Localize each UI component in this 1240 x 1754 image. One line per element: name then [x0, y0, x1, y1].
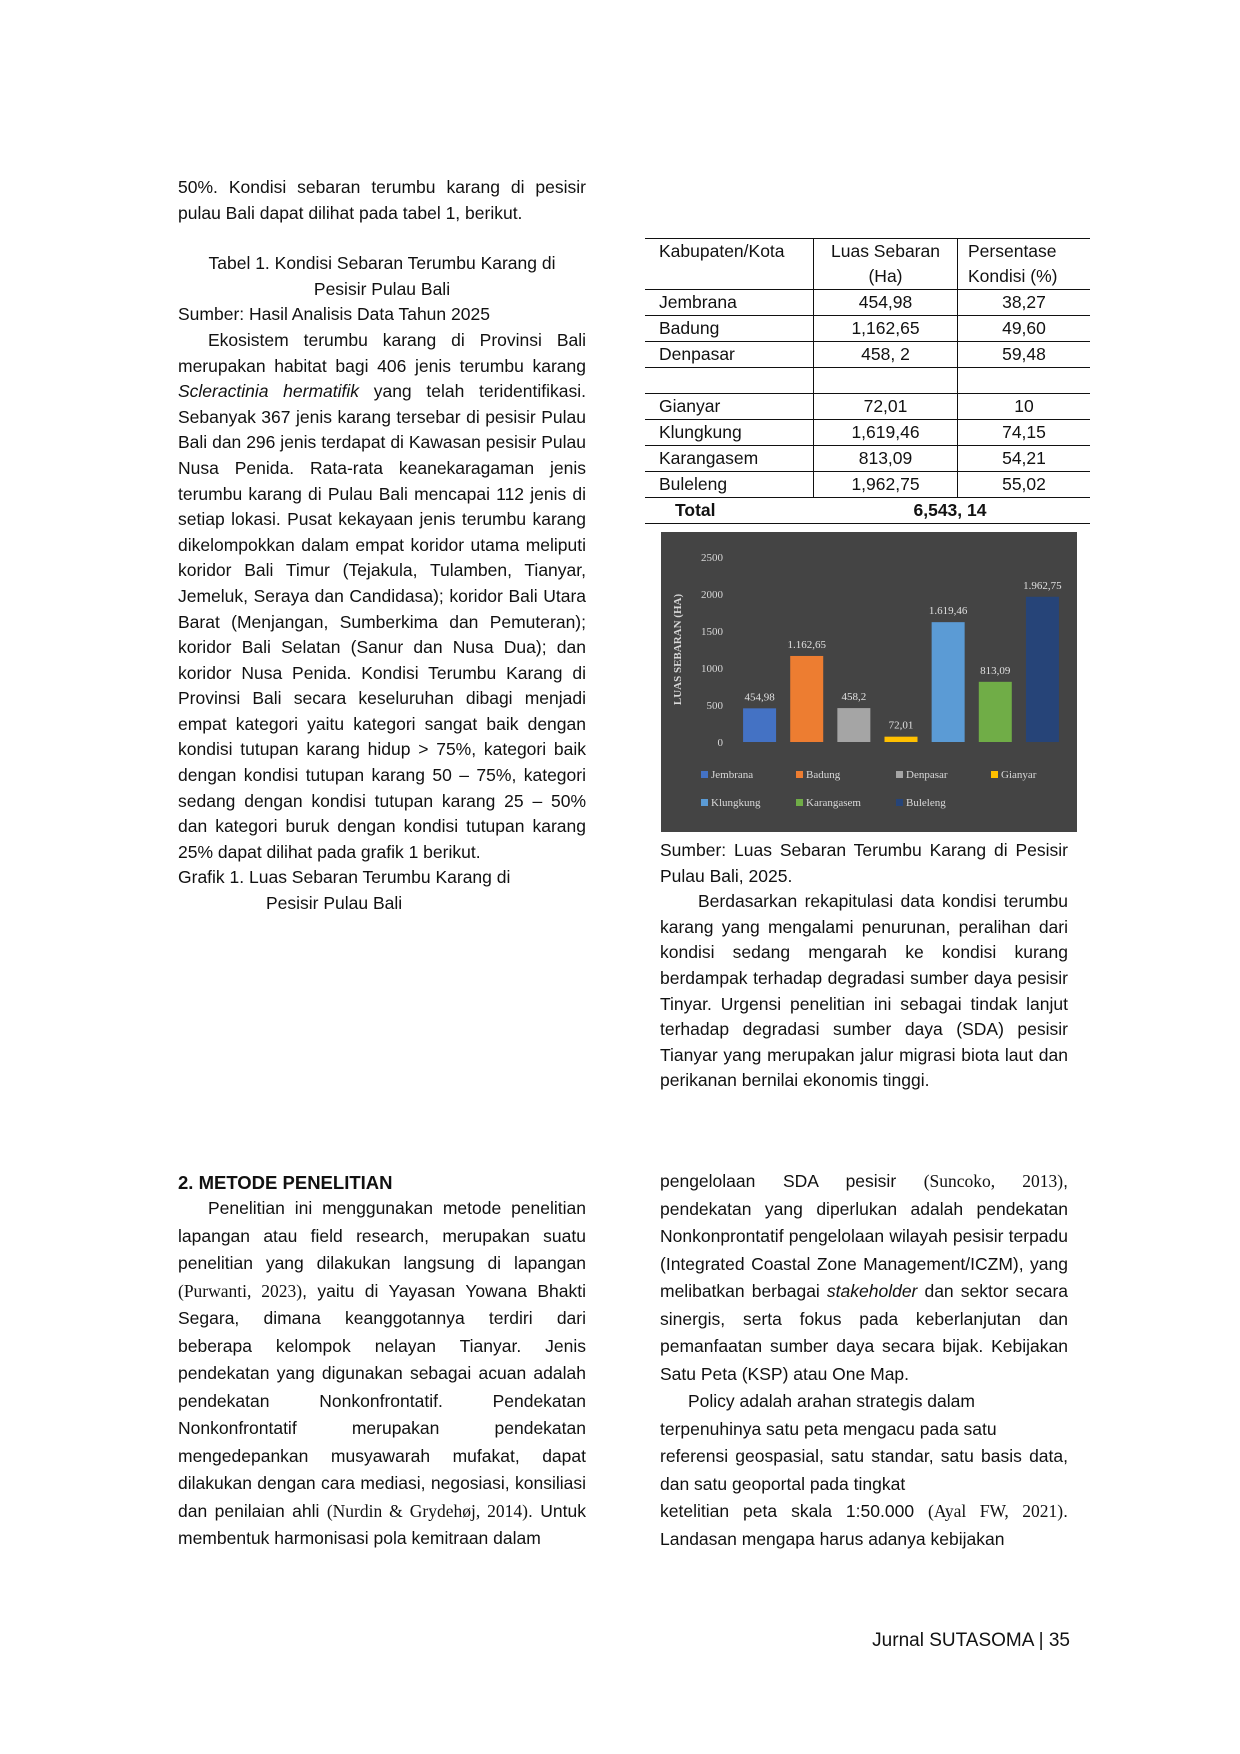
- bar-buleleng: [1026, 597, 1059, 742]
- table-row: [645, 472, 1090, 498]
- data-label-badung: 1.162,65: [787, 638, 826, 651]
- cell-name: Jembrana: [645, 290, 814, 316]
- figure-caption-line2: Pesisir Pulau Bali: [266, 893, 403, 914]
- cell-persen: [958, 368, 1091, 394]
- legend-swatch-badung: [796, 771, 803, 778]
- legend-label-denpasar: Denpasar: [906, 769, 948, 781]
- table-row: [645, 342, 1090, 368]
- y-tick-label: 2000: [701, 589, 723, 601]
- method-paragraph: [178, 1195, 586, 1553]
- header-luas-line1: Luas Sebaran: [831, 241, 940, 261]
- table-row: [645, 446, 1090, 472]
- figure-caption-line1: Grafik 1. Luas Sebaran Terumbu Karang di: [178, 867, 511, 888]
- data-table: [645, 238, 1090, 524]
- ecosystem-text-a: Ekosistem terumbu karang di Provinsi Bali merupakan habitat bagi 406 jenis terumbu karang: [178, 329, 586, 376]
- table-caption-line2: Pesisir Pulau Bali: [313, 278, 451, 299]
- y-tick-label: 2500: [701, 552, 723, 564]
- chart-svg: [661, 532, 1077, 832]
- legend-label-klungkung: Klungkung: [711, 797, 761, 809]
- policy-line1: Policy adalah arahan strategis dalam: [688, 1391, 975, 1411]
- policy-line2: terpenuhinya satu peta mengacu pada satu: [660, 1418, 997, 1439]
- coral-distribution-table: [645, 238, 1090, 524]
- legend-swatch-buleleng: [896, 799, 903, 806]
- section-heading: 2. METODE PENELITIAN: [178, 1172, 393, 1193]
- bar-jembrana: [743, 708, 776, 742]
- cell-luas: 1,619,46: [814, 420, 958, 446]
- cell-name: [645, 368, 814, 394]
- y-tick-label: 0: [717, 737, 723, 749]
- left-column-upper: [178, 175, 586, 917]
- legend-swatch-jembrana: [701, 771, 708, 778]
- header-kabupaten: Kabupaten/Kota: [645, 239, 814, 290]
- bar-gianyar: [885, 737, 918, 742]
- bar-badung: [790, 656, 823, 742]
- page-footer: Jurnal SUTASOMA | 35: [872, 1630, 1070, 1651]
- policy-line4: [660, 1498, 1068, 1553]
- cell-luas: 1,962,75: [814, 472, 958, 498]
- recap-paragraph: Berdasarkan rekapitulasi data kondisi terumbu karang yang mengalami penurunan, peralihan dari kondisi sedang mengarah ke kondisi kurang berdampak terhadap degradasi sumber daya pesisir Tinyar. Urgensi penelitian ini sebagai tindak lanjut terhadap degradasi sumber daya (SDA) pesisir Tianyar yang merupakan jalur migrasi biota laut dan perikanan bernilai ekonomis tinggi.: [660, 891, 1068, 1091]
- table-row: [645, 290, 1090, 316]
- cell-persen: 74,15: [958, 420, 1091, 446]
- y-tick-label: 1000: [701, 663, 723, 675]
- bar-denpasar: [837, 708, 870, 742]
- cell-luas: 454,98: [814, 290, 958, 316]
- bar-klungkung: [932, 622, 965, 742]
- cell-luas: 458, 2: [814, 342, 958, 368]
- cell-name: Buleleng: [645, 472, 814, 498]
- management-text-c: dan sektor secara sinergis, serta fokus pada keberlanjutan dan pemanfaatan sumber daya secara bijak. Kebijakan Satu Peta (KSP) atau One Map.: [660, 1281, 1069, 1384]
- table-caption-line1: Tabel 1. Kondisi Sebaran Terumbu Karang di: [208, 253, 556, 274]
- stakeholder-term: stakeholder: [826, 1281, 918, 1301]
- cell-persen: 54,21: [958, 446, 1091, 472]
- intro-paragraph: 50%. Kondisi sebaran terumbu karang di pesisir pulau Bali dapat dilihat pada tabel 1, berikut.: [178, 177, 586, 223]
- citation-purwanti: (Purwanti, 2023): [178, 1280, 303, 1301]
- legend-label-karangasem: Karangasem: [806, 797, 861, 809]
- chart-source: Sumber: Luas Sebaran Terumbu Karang di Pesisir Pulau Bali, 2025.: [660, 840, 1068, 886]
- total-label: Total: [645, 498, 814, 524]
- cell-persen: 10: [958, 394, 1091, 420]
- citation-nurdin: (Nurdin & Grydehøj, 2014): [326, 1500, 528, 1521]
- legend-swatch-denpasar: [896, 771, 903, 778]
- left-column-lower: [178, 1170, 586, 1553]
- table-header-row: [645, 239, 1090, 290]
- management-text-b: , pendekatan yang diperlukan adalah pendekatan Nonkonprontatif pengelolaan wilayah pesisir terpadu (Integrated Coastal Zone Management/ICZM), yang melibatkan berbagai: [660, 1171, 1068, 1301]
- ecosystem-paragraph: [178, 328, 586, 865]
- method-text-c: . Untuk membentuk harmonisasi pola kemitraan dalam: [178, 1500, 586, 1548]
- legend-label-buleleng: Buleleng: [906, 797, 946, 809]
- table-row: [645, 316, 1090, 342]
- header-persentase: [958, 239, 1091, 290]
- cell-name: Gianyar: [645, 394, 814, 420]
- citation-suncoko: (Suncoko, 2013): [923, 1171, 1064, 1191]
- data-label-buleleng: 1.962,75: [1023, 579, 1062, 592]
- data-label-karangasem: 813,09: [980, 664, 1011, 677]
- bar-karangasem: [979, 682, 1012, 742]
- legend-swatch-gianyar: [991, 771, 998, 778]
- header-persentase-line1: Persentase: [968, 241, 1057, 261]
- legend-label-jembrana: Jembrana: [711, 769, 754, 781]
- management-text-a: pengelolaan SDA pesisir: [660, 1171, 924, 1191]
- cell-luas: 813,09: [814, 446, 958, 472]
- y-tick-label: 1500: [701, 626, 723, 638]
- cell-name: Karangasem: [645, 446, 814, 472]
- management-paragraph: [660, 1168, 1068, 1388]
- header-persentase-line2: Kondisi (%): [968, 266, 1058, 286]
- table-row: [645, 394, 1090, 420]
- table-row: [645, 420, 1090, 446]
- legend-swatch-karangasem: [796, 799, 803, 806]
- data-label-klungkung: 1.619,46: [928, 605, 968, 618]
- cell-name: Denpasar: [645, 342, 814, 368]
- table-total-row: [645, 498, 1090, 524]
- legend-swatch-klungkung: [701, 799, 708, 806]
- header-luas: [814, 239, 958, 290]
- policy-text-e: . Landasan mengapa harus adanya kebijakan: [660, 1501, 1068, 1549]
- citation-ayal: (Ayal FW, 2021): [928, 1501, 1064, 1521]
- cell-persen: 55,02: [958, 472, 1091, 498]
- legend-label-gianyar: Gianyar: [1001, 769, 1037, 781]
- data-label-gianyar: 72,01: [888, 719, 914, 732]
- method-text-b: , yaitu di Yayasan Yowana Bhakti Segara, dimana keanggotannya terdiri dari beberapa kelompok nelayan Tianyar. Jenis pendekatan yang digunakan sebagai acuan adalah pendekatan Nonkonfrontatif. Pendekatan Nonkonfrontatif merupakan pendekatan mengedepankan musyawarah mufakat, dapat dilakukan dengan cara mediasi, negosiasi, konsiliasi dan penilaian ahli: [178, 1280, 586, 1521]
- cell-luas: 72,01: [814, 394, 958, 420]
- header-luas-line2: (Ha): [868, 266, 903, 286]
- ecosystem-text-b: yang telah teridentifikasi. Sebanyak 367 jenis karang tersebar di pesisir Pulau Bali dan 296 jenis terdapat di Kawasan pesisir Pulau Nusa Penida. Rata-rata keanekaragaman jenis terumbu karang di Pulau Bali mencapai 112 jenis di setiap lokasi. Pusat kekayaan jenis terumbu karang dikelompokkan dalam empat koridor utama meliputi koridor Bali Timur (Tejakula, Tulamben, Tianyar, Jemeluk, Seraya dan Candidasa); koridor Bali Utara Barat (Menjangan, Sumberkima dan Pemuteran); koridor Bali Selatan (Sanur dan Nusa Dua); dan koridor Nusa Penida. Kondisi Terumbu Karang di Provinsi Bali secara keseluruhan dibagi menjadi empat kategori yaitu kategori sangat baik dengan kondisi tutupan karang hidup > 75%, kategori baik dengan kondisi tutupan karang 50 – 75%, kategori sedang dengan kondisi tutupan karang 25 – 50% dan kategori buruk dengan kondisi tutupan karang 25% dapat dilihat pada grafik 1 berikut.: [178, 381, 586, 862]
- right-column-upper: [660, 838, 1068, 1094]
- data-label-denpasar: 458,2: [841, 691, 867, 704]
- policy-text-d: ketelitian peta skala 1:50.000: [660, 1501, 929, 1521]
- bar-chart: [661, 532, 1077, 832]
- cell-persen: 38,27: [958, 290, 1091, 316]
- table-row-blank: [645, 368, 1090, 394]
- species-name: Scleractinia hermatifik: [178, 381, 360, 402]
- table-source: Sumber: Hasil Analisis Data Tahun 2025: [178, 304, 490, 325]
- method-text-a: Penelitian ini menggunakan metode penelitian lapangan atau field research, merupakan suatu penelitian yang dilakukan langsung di lapangan: [178, 1198, 586, 1273]
- y-axis-label: LUAS SEBARAN (HA): [672, 593, 684, 706]
- cell-luas: [814, 368, 958, 394]
- data-label-jembrana: 454,98: [744, 691, 775, 704]
- cell-luas: 1,162,65: [814, 316, 958, 342]
- cell-persen: 59,48: [958, 342, 1091, 368]
- legend-label-badung: Badung: [806, 769, 841, 781]
- right-column-lower: [660, 1168, 1068, 1553]
- cell-persen: 49,60: [958, 316, 1091, 342]
- total-value: 6,543, 14: [814, 498, 1091, 524]
- policy-line3: referensi geospasial, satu standar, satu basis data, dan satu geoportal pada tingkat: [660, 1446, 1068, 1494]
- y-tick-label: 500: [706, 700, 723, 712]
- cell-name: Klungkung: [645, 420, 814, 446]
- cell-name: Badung: [645, 316, 814, 342]
